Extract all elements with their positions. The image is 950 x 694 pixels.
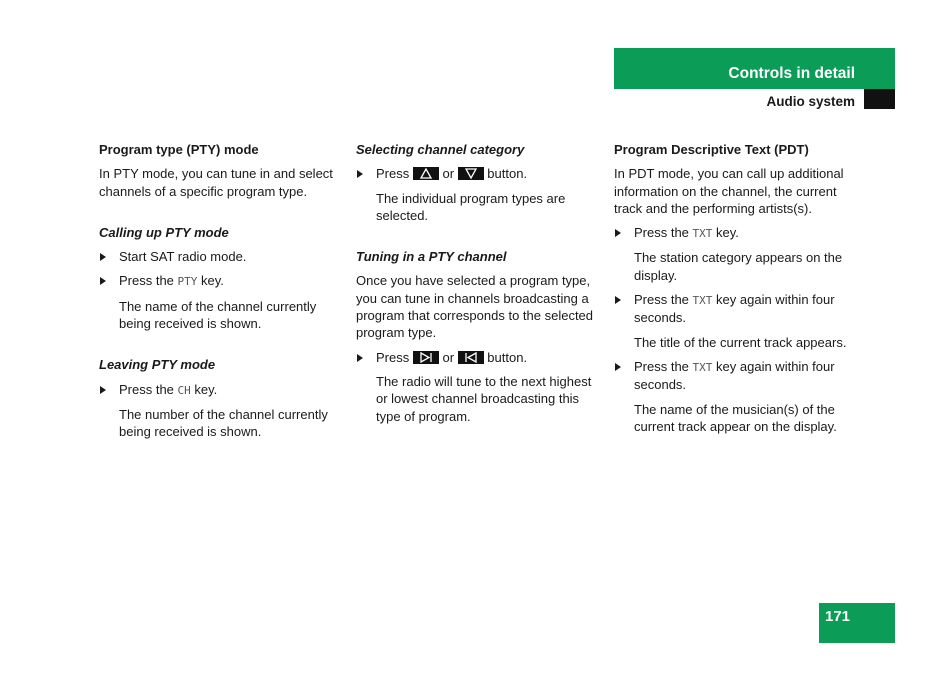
bullet-arrow-icon — [100, 386, 106, 394]
step-press-skip: Press or button. — [356, 349, 594, 366]
column-pty-mode — [99, 141, 337, 448]
section-title: Audio system — [766, 94, 855, 109]
heading-tuning-pty: Tuning in a PTY channel — [356, 249, 507, 265]
ch-key-label: CH — [177, 383, 191, 397]
bullet-arrow-icon — [615, 229, 621, 237]
note-channel-name: The name of the channel currently being received is shown. — [119, 298, 317, 332]
heading-pdt: Program Descriptive Text (PDT) — [614, 142, 809, 157]
step-start-sat: Start SAT radio mode. — [99, 248, 337, 265]
bullet-arrow-icon — [615, 363, 621, 371]
pty-key-label: PTY — [177, 275, 198, 289]
bullet-arrow-icon — [100, 253, 106, 261]
heading-selecting-category: Selecting channel category — [356, 142, 525, 157]
txt-key-label: TXT — [692, 294, 713, 308]
txt-key-label: TXT — [692, 227, 713, 241]
step-press-txt-3: Press the TXT key again within four seconds. — [614, 358, 858, 394]
bullet-arrow-icon — [100, 277, 106, 285]
step-press-txt-2: Press the TXT key again within four seconds. — [614, 291, 858, 327]
page-number: 171 — [825, 608, 851, 625]
txt-key-label: TXT — [692, 360, 713, 374]
note-program-types: The individual program types are selected. — [376, 190, 566, 223]
note-track-title: The title of the current track appears. — [634, 334, 847, 350]
section-marker — [864, 89, 895, 109]
pdt-intro: In PDT mode, you can call up additional information on the channel, the current track and the performing artists(s). — [614, 166, 844, 216]
triangle-up-icon — [413, 167, 439, 180]
heading-pty-mode: Program type (PTY) mode — [99, 142, 259, 157]
note-musician: The name of the musician(s) of the current track appear on the display. — [634, 401, 837, 434]
skip-forward-icon — [413, 351, 439, 364]
step-press-txt-1: Press the TXT key. — [614, 224, 858, 242]
step-press-pty: Press the PTY key. — [99, 272, 337, 290]
pty-intro: In PTY mode, you can tune in and select channels of a specific program type. — [99, 166, 333, 199]
chapter-title: Controls in detail — [728, 65, 855, 82]
skip-back-icon — [458, 351, 484, 364]
bullet-arrow-icon — [357, 354, 363, 362]
bullet-arrow-icon — [615, 296, 621, 304]
chapter-header-bar — [614, 48, 895, 89]
heading-leaving-pty: Leaving PTY mode — [99, 357, 216, 373]
step-press-up-down: Press or button. — [356, 165, 594, 182]
note-tune-next: The radio will tune to the next highest or lowest channel broadcasting this type of program. — [376, 373, 592, 424]
triangle-down-icon — [458, 167, 484, 180]
heading-calling-pty: Calling up PTY mode — [99, 224, 229, 240]
step-press-ch: Press the CH key. — [99, 381, 337, 399]
note-station-category: The station category appears on the display. — [634, 250, 843, 283]
column-pdt — [614, 141, 858, 442]
bullet-arrow-icon — [357, 170, 363, 178]
column-channel-category — [356, 141, 594, 432]
note-channel-number: The number of the channel currently being received is shown. — [119, 406, 328, 440]
tuning-intro: Once you have selected a program type, you can tune in channels broadcasting a program that corresponds to the selected program type. — [356, 273, 594, 341]
page-number-box — [819, 603, 895, 643]
